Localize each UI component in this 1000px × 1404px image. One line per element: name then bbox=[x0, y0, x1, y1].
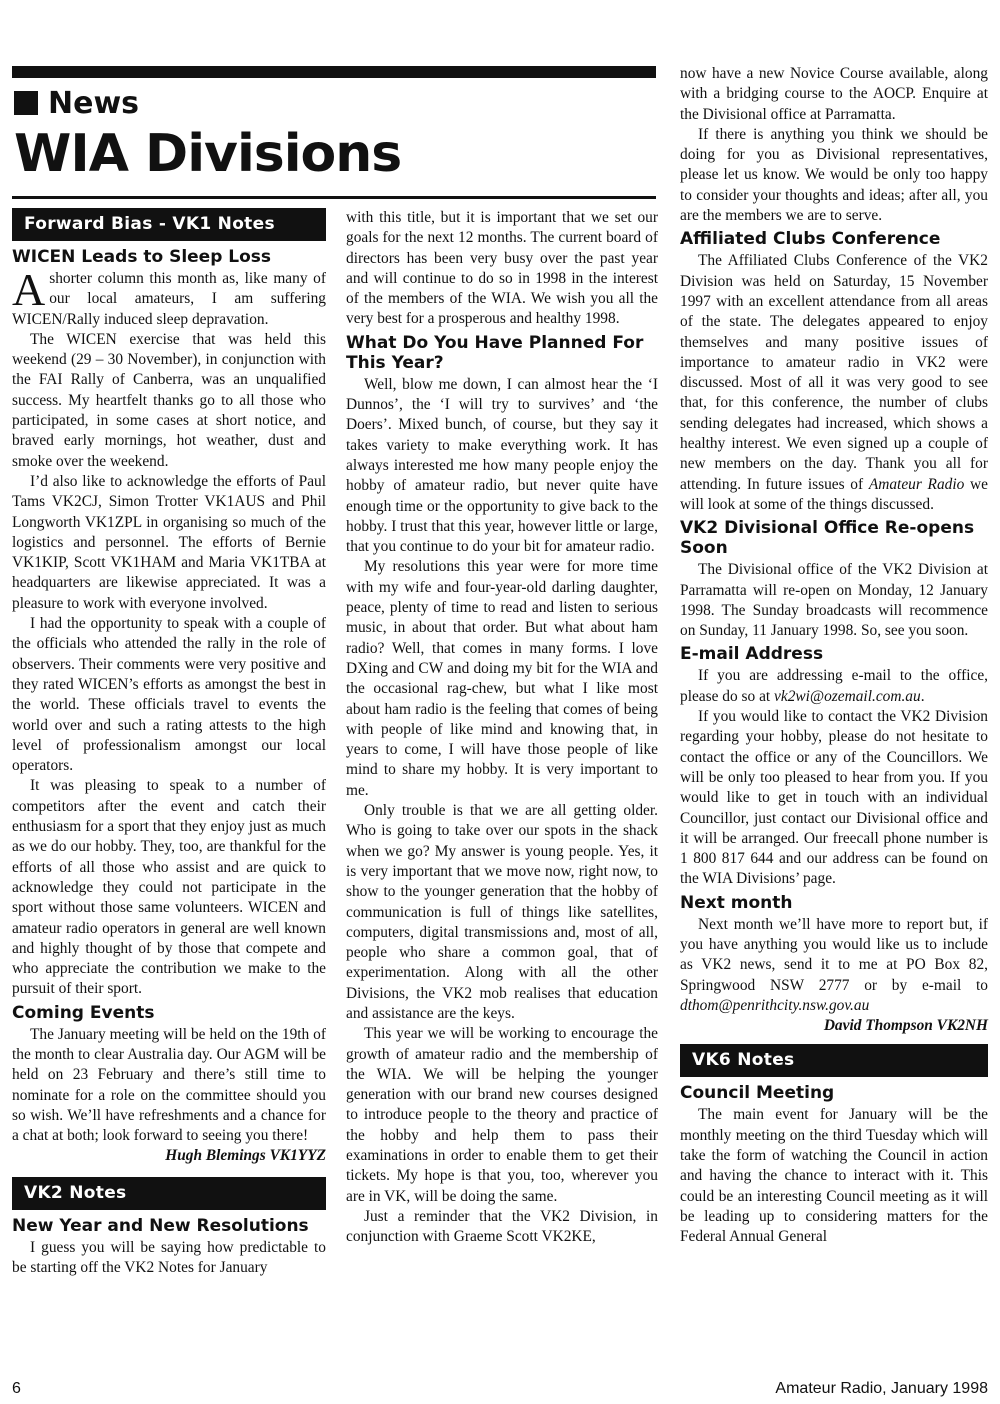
square-bullet-icon bbox=[14, 91, 38, 115]
vk2-paragraph: now have a new Novice Course available, along with a bridging course to the AOCP. Enquire at the Divisional office at Parramatta. bbox=[680, 65, 988, 123]
vk2-banner: VK2 Notes bbox=[12, 1177, 326, 1210]
vk1-paragraph: It was pleasing to speak to a number of competitors after the event and catch their enthusiasm for a sport that they enjoy just as much as we do our hobby. They, too, are thankful for the efforts of all those who assist and are quick to acknowledge they could not participate in the sport without those same volunteers. WICEN and amateur radio operators in general are well known and highly thought of by those that compete and who appreciate the contribution we make to the pursuit of their sport. bbox=[12, 777, 326, 998]
vk2-paragraph: This year we will be working to encourage the growth of amateur radio and the membership of the WIA. We will be helping the younger generation with our brand new courses designed to introduce people to the theory and practice of the hobby and help them to pass their examinations in order to enable them to get their tickets. My hope is that you, too, wherever you are in VK, will be doing the same. bbox=[346, 1025, 658, 1205]
vk1-heading: WICEN Leads to Sleep Loss bbox=[12, 247, 272, 267]
vk2-paragraph: with this title, but it is important that we set our goals for the next 12 months. The current board of directors has been very busy over the past year and will continue to do so in 1998 in the interest of the members of the WIA. We wish you all the very best for a prosperous and healthy 1998. bbox=[346, 209, 658, 328]
vk2-heading: New Year and New Resolutions bbox=[12, 1215, 309, 1236]
vk2-paragraph: My resolutions this year were for more time with my wife and four-year-old darling daughter, peace, plenty of time to read and listen to serious music, in about that order. But what about ham radio? Well, that comes in many forms. I love DXing and CW and doing my bit for the WIA and the occasional rag-chew, but what I like most about ham radio is the feeling that comes of being with people of like mind and knowing that, in years to come, I will have those people of like mind to share my hobby. It is very important to me. bbox=[346, 558, 658, 799]
vk2-paragraph: The Divisional office of the VK2 Division at Parramatta will re-open on Monday, 12 January 1998. The Sunday broadcasts will recommence on Sunday, 11 January 1998. So, see you soon. bbox=[680, 561, 988, 640]
planned-heading: What Do You Have Planned For This Year? bbox=[346, 332, 644, 373]
top-rule bbox=[12, 66, 656, 78]
vk2-paragraph: Only trouble is that we are all getting older. Who is going to take over our spots in the shack when we go? My answer is young people. Yes, it is very important that we move now, right now, to show to the younger generation that the hobby of communication is full of things like satellites, computers, digital transmissions and, most of all, people who share a common goal, that of experimentation. Along with all the other Divisions, the VK2 mob realises that education and assistance are the keys. bbox=[346, 802, 658, 1022]
section-kicker: News bbox=[14, 86, 654, 122]
vk2-signature: David Thompson VK2NH bbox=[823, 1017, 988, 1035]
vk1-paragraph: The January meeting will be held on the 19th of the month to clear Australia day. Our AGM will be held on 23 February and there’s still time to nominate for a role on the committee should you so wish. We’ll have refreshments and a chance for a chat at both; look forward to seeing you there! bbox=[12, 1025, 326, 1145]
vk1-banner: Forward Bias - VK1 Notes bbox=[12, 208, 326, 241]
title-rule bbox=[12, 196, 656, 199]
email-heading: E-mail Address bbox=[680, 644, 824, 665]
page-title: WIA Divisions bbox=[14, 124, 402, 184]
vk2-paragraph: Next month we’ll have more to report but, if you have anything you would like us to include as VK2 news, send it to me at PO Box 82, Springwood NSW 2777 or by e-mail to dthom@penrithcity.nsw.gov.au bbox=[680, 915, 988, 1014]
vk2-paragraph: If you would like to contact the VK2 Division regarding your hobby, please do not hesitate to contact the office or any of the Councillors. We will be only too pleased to hear from you. If you would like to get in touch with an individual Councillor, just contact our Divisional office and it will be arranged. Our freecall phone number is 1 800 817 644 and our address can be found on the WIA Divisions’ page. bbox=[680, 708, 988, 888]
vk1-paragraph: The WICEN exercise that was held this weekend (29 – 30 November), in conjunction with the FAI Rally of Canberra, was an unqualified success. My heartfelt thanks go to all those who participated, in some cases at short notice, and braved early mornings, hot weather, dust and smoke over the weekend. bbox=[12, 330, 326, 470]
column-3 bbox=[680, 64, 988, 1248]
vk2-paragraph: The Affiliated Clubs Conference of the VK2 Division was held on Saturday, 15 November 1997 with an excellent attendance from all areas of the state. The delegates appeared to enjoy themselves and many positive issues of importance to amateur radio in VK2 were discussed. Most of all it was very good to see that, for this conference, the number of clubs sending delegates had increased, which shows a healthy interest. We even signed up a couple of new members on the day. Thank you all for attending. In future issues of Amateur Radio we will look at some of the things discussed. bbox=[680, 252, 988, 513]
vk6-banner: VK6 Notes bbox=[680, 1044, 988, 1077]
clubs-conference-heading: Affiliated Clubs Conference bbox=[680, 229, 941, 250]
vk2-paragraph: I guess you will be saying how predictable to be starting off the VK2 Notes for January bbox=[12, 1238, 326, 1277]
magazine-issue: Amateur Radio, January 1998 bbox=[775, 1380, 988, 1397]
email-link[interactable]: vk2wi@ozemail.com.au bbox=[774, 687, 921, 705]
drop-cap: A bbox=[12, 264, 46, 315]
vk2-paragraph: Well, blow me down, I can almost hear the ‘I Dunnos’, the ‘I will try to survives’ and ‘the Doers’. Mixed bunch, of course, but they say it takes variety to make everything work. It has always interested me how many people enjoy the hobby of amateur radio, but never quite have enough time or the opportunity to give back to the hobby. I trust that this year, however little or large, that you continue to do your bit for amateur radio. bbox=[346, 375, 658, 556]
council-meeting-heading: Council Meeting bbox=[680, 1083, 835, 1104]
coming-events-heading: Coming Events bbox=[12, 1002, 155, 1023]
page-number: 6 bbox=[12, 1380, 21, 1397]
masthead bbox=[14, 86, 654, 186]
column-1 bbox=[12, 208, 326, 1278]
next-month-heading: Next month bbox=[680, 892, 793, 913]
vk1-paragraph: I’d also like to acknowledge the efforts of Paul Tams VK2CJ, Simon Trotter VK1AUS and Phil Longworth VK1ZPL in organising so much of the logistics and personnel. The efforts of Bernie VK1KIP, Scott VK1HAM and Maria VK1TBA at headquarters are likewise appreciated. It was a pleasure to work with everyone involved. bbox=[12, 472, 326, 612]
vk2-paragraph: Just a reminder that the VK2 Division, in conjunction with Graeme Scott VK2KE, bbox=[346, 1207, 658, 1246]
vk6-paragraph: The main event for January will be the monthly meeting on the third Tuesday which will take the form of watching the Council in action and having the chance to interact with it. This could be an interesting Council meeting as it will be leading up to considering matters for the Federal Annual General bbox=[680, 1106, 988, 1246]
column-2 bbox=[346, 208, 658, 1248]
vk1-paragraph: I had the opportunity to speak with a couple of the officials who attended the rally in the role of observers. Their comments were very positive and they rated WICEN’s efforts as amongst the best in the world. These officials travel to events the world over and such a rating attests to the high level of professionalism amongst our local operators. bbox=[12, 615, 326, 775]
vk2-paragraph: If you are addressing e-mail to the office, please do so at vk2wi@ozemail.com.au. bbox=[680, 667, 988, 705]
vk1-paragraph: A shorter column this month as, like many of our local amateurs, I am suffering WICEN/Rally induced sleep depravation. bbox=[12, 264, 326, 328]
email-link-2[interactable]: dthom@penrithcity.nsw.gov.au bbox=[680, 996, 870, 1014]
vk2-paragraph: If there is anything you think we should be doing for you as Divisional representatives, please let us know. We would be only too happy to consider your thoughts and ideas; after all, you are the members we are to serve. bbox=[680, 125, 988, 225]
vk1-signature: Hugh Blemings VK1YYZ bbox=[165, 1147, 326, 1165]
office-reopens-heading: VK2 Divisional Office Re-opens Soon bbox=[680, 518, 975, 559]
